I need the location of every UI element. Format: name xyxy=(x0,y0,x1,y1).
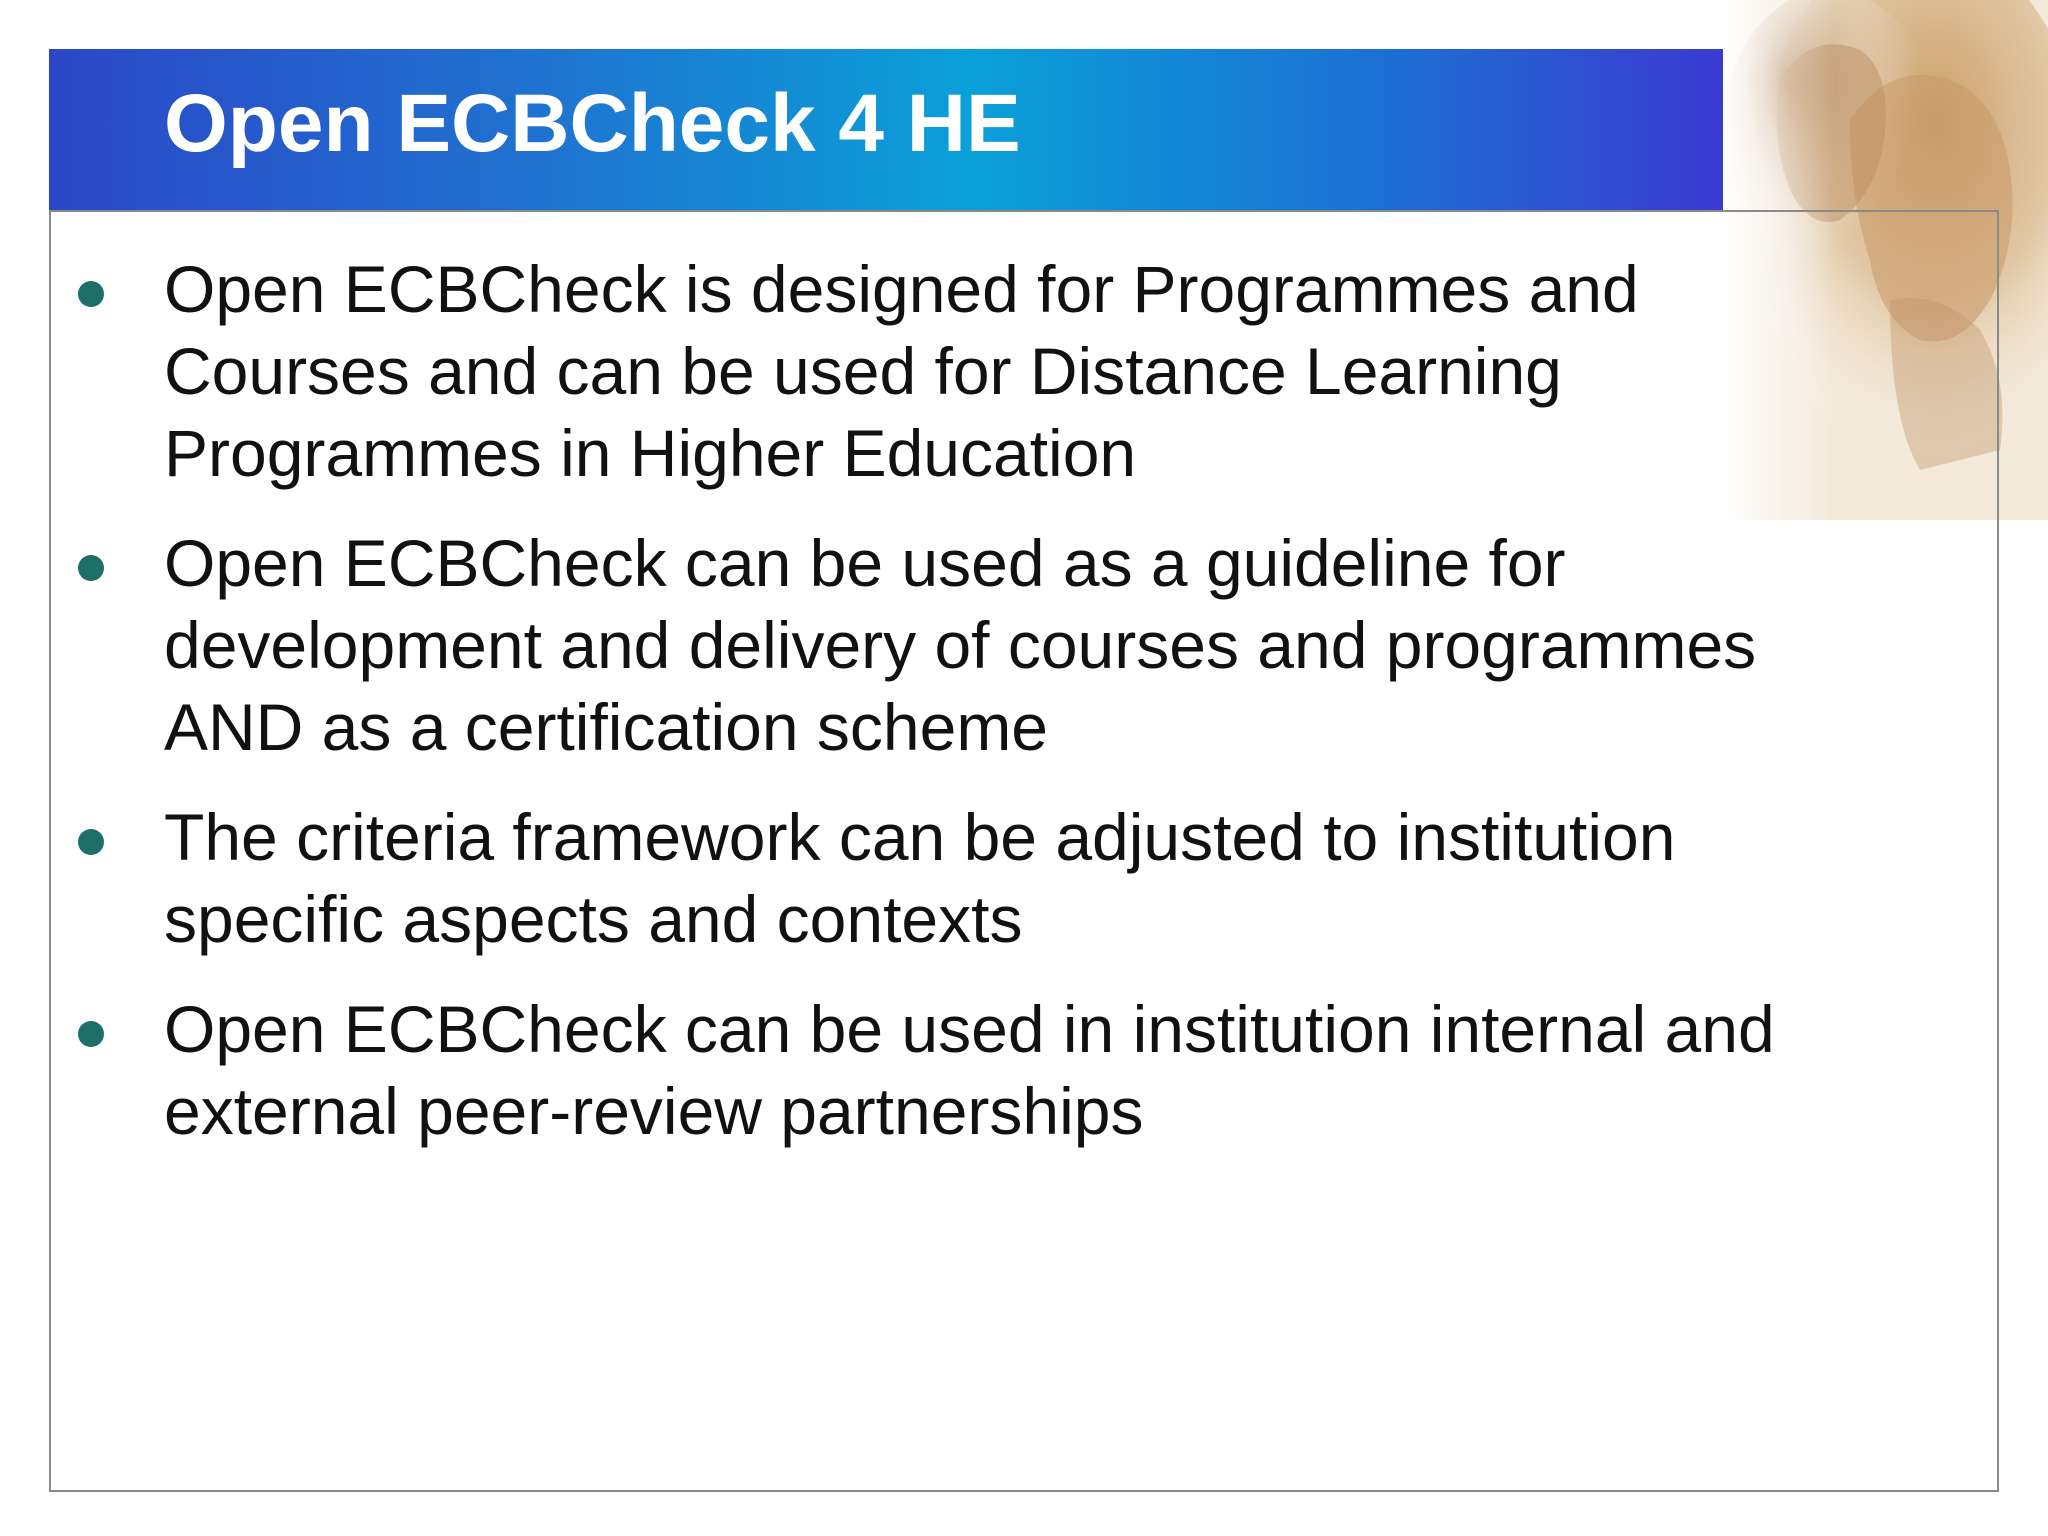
bullet-line: Open ECBCheck can be used as a guideline for xyxy=(164,526,1566,600)
bullet-line: development and delivery of courses and programmes xyxy=(164,608,1757,682)
bullet-dot-icon xyxy=(78,1021,104,1047)
bullet-line: specific aspects and contexts xyxy=(164,882,1023,956)
slide-title: Open ECBCheck 4 HE xyxy=(164,78,1021,169)
bullet-line: external peer-review partnerships xyxy=(164,1074,1144,1148)
bullet-dot-icon xyxy=(78,555,104,581)
bullet-text xyxy=(164,988,1884,1152)
bullet-line: AND as a certification scheme xyxy=(164,690,1049,764)
bullet-line: Courses and can be used for Distance Learning xyxy=(164,334,1562,408)
bullet-dot-icon xyxy=(78,829,104,855)
bullet-line: Open ECBCheck can be used in institution internal and xyxy=(164,992,1775,1066)
bullet-dot-icon xyxy=(78,281,104,307)
bullet-text xyxy=(164,796,1884,960)
bullet-line: Open ECBCheck is designed for Programmes and xyxy=(164,252,1639,326)
bullet-line: Programmes in Higher Education xyxy=(164,416,1137,490)
bullet-text xyxy=(164,522,1884,768)
bullet-line: The criteria framework can be adjusted to institution xyxy=(164,800,1676,874)
bullet-text xyxy=(164,248,1884,494)
